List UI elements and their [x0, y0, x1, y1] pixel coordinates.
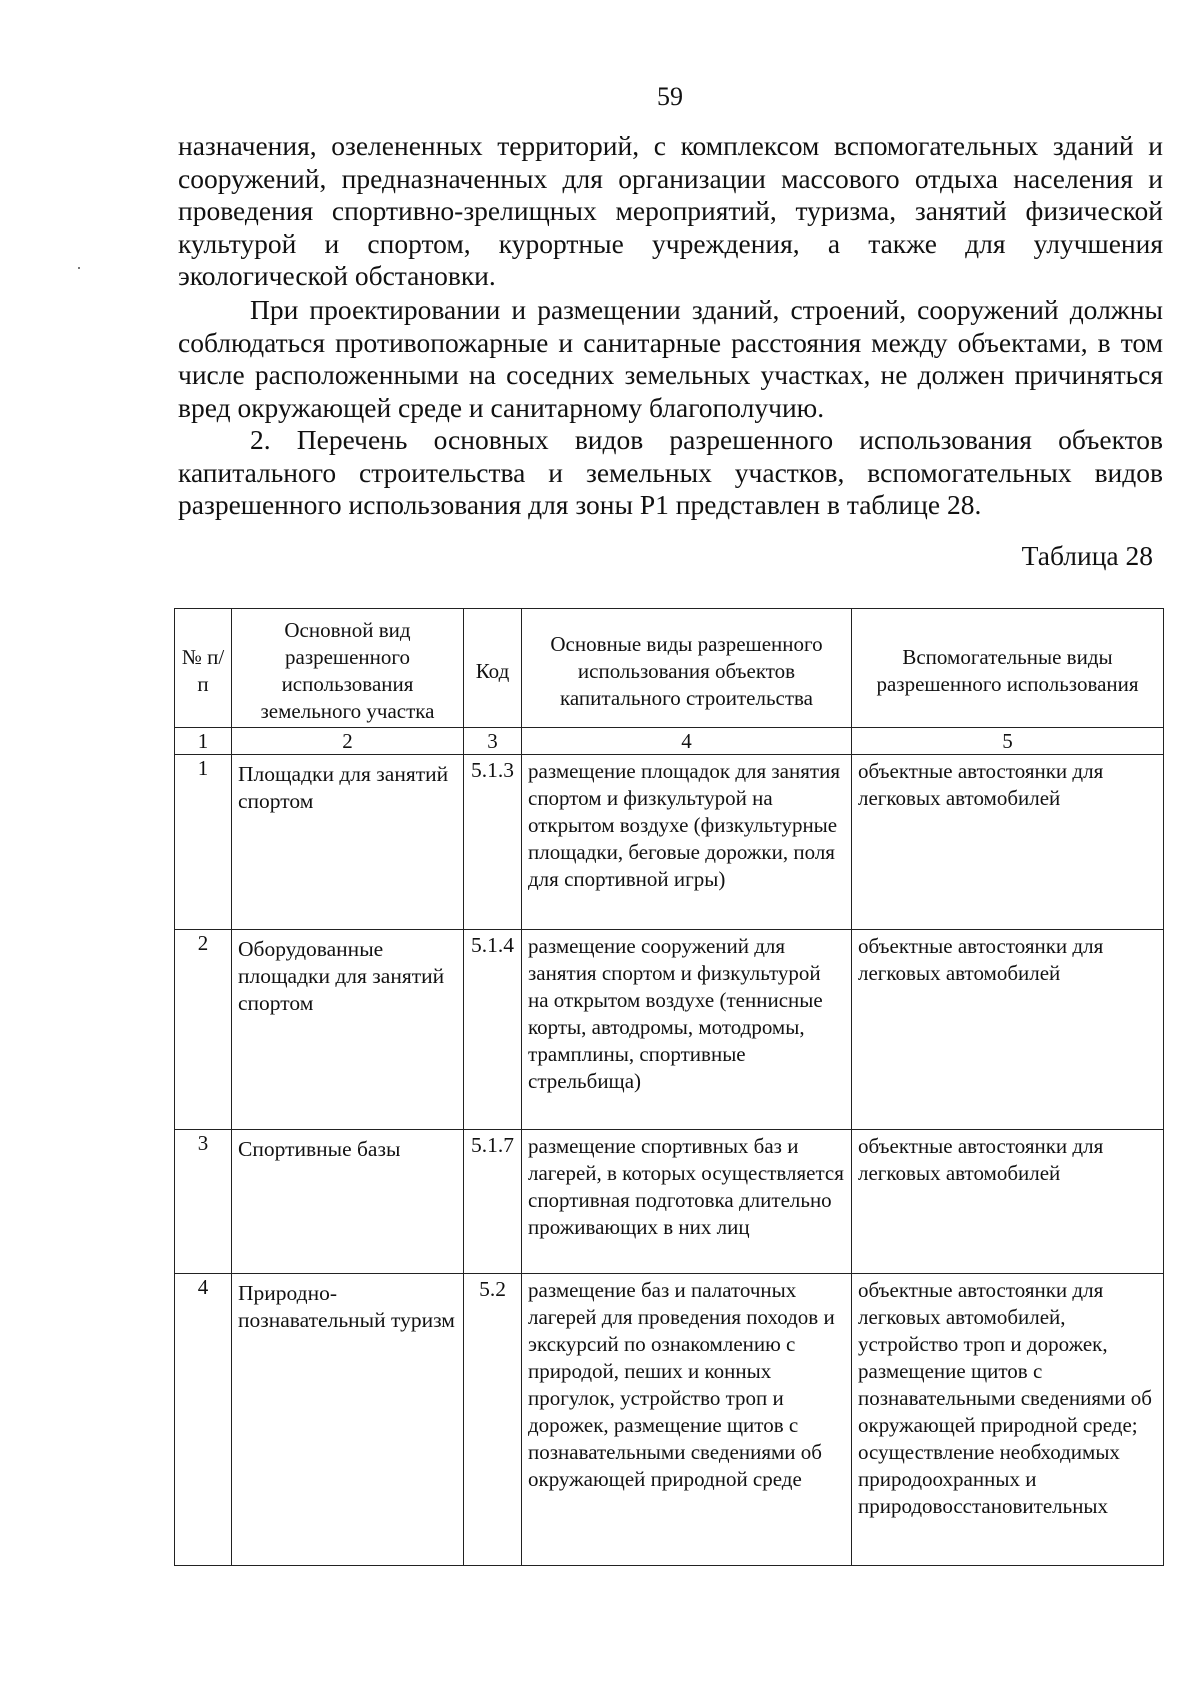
- cell-num: 2: [175, 930, 232, 1130]
- cell-auxiliary-use: объектные автостоянки для легковых автомобилей: [852, 755, 1164, 930]
- header-num: № п/п: [175, 609, 232, 728]
- table-row: [175, 930, 1164, 1130]
- table-row: [175, 1274, 1164, 1566]
- scan-speck: [78, 267, 80, 269]
- cell-main-use: Оборудованные площадки для занятий спортом: [232, 930, 464, 1130]
- table-header-row: [175, 609, 1164, 728]
- cell-code: 5.1.4: [464, 930, 522, 1130]
- cell-auxiliary-use: объектные автостоянки для легковых автомобилей: [852, 930, 1164, 1130]
- page-number: 59: [657, 82, 683, 111]
- cell-code: 5.1.3: [464, 755, 522, 930]
- paragraph-continuation: назначения, озелененных территорий, с комплексом вспомогательных зданий и сооружений, предназначенных для организации массового отдыха населения и проведения спортивно-зрелищных мероприятий, туризма, занятий физической культурой и спортом, курортные учреждения, а также для улучшения экологической обстановки.: [178, 130, 1163, 291]
- table-caption: Таблица 28: [1021, 540, 1153, 571]
- cell-main-use: Спортивные базы: [232, 1130, 464, 1274]
- permitted-use-table: [174, 608, 1164, 1566]
- cell-auxiliary-use: объектные автостоянки для легковых автомобилей, устройство троп и дорожек, размещение щитов с познавательными сведениями об окружающей природной среде; осуществление необходимых природоохранных и природовосстановительных: [852, 1274, 1164, 1566]
- column-number: 5: [852, 728, 1164, 755]
- cell-main-use: Природно-познавательный туризм: [232, 1274, 464, 1566]
- cell-code: 5.2: [464, 1274, 522, 1566]
- table-row: [175, 755, 1164, 930]
- cell-auxiliary-use: объектные автостоянки для легковых автомобилей: [852, 1130, 1164, 1274]
- column-number: 2: [232, 728, 464, 755]
- header-code: Код: [464, 609, 522, 728]
- cell-num: 3: [175, 1130, 232, 1274]
- cell-code: 5.1.7: [464, 1130, 522, 1274]
- cell-construction-use: размещение сооружений для занятия спортом и физкультурой на открытом воздухе (теннисные корты, автодромы, мотодромы, трамплины, спортивные стрельбища): [522, 930, 852, 1130]
- cell-construction-use: размещение баз и палаточных лагерей для проведения походов и экскурсий по ознакомлению с природой, пеших и конных прогулок, устройство троп и дорожек, размещение щитов с познавательными сведениями об окружающей природной среде: [522, 1274, 852, 1566]
- cell-construction-use: размещение площадок для занятия спортом и физкультурой на открытом воздухе (физкультурные площадки, беговые дорожки, поля для спортивной игры): [522, 755, 852, 930]
- column-number: 3: [464, 728, 522, 755]
- cell-num: 1: [175, 755, 232, 930]
- header-construction-use: Основные виды разрешенного использования объектов капитального строительства: [522, 609, 852, 728]
- header-auxiliary-use: Вспомогательные виды разрешенного использования: [852, 609, 1164, 728]
- column-number: 1: [175, 728, 232, 755]
- header-main-use: Основной вид разрешенного использования земельного участка: [232, 609, 464, 728]
- table-row: [175, 1130, 1164, 1274]
- column-number-row: [175, 728, 1164, 755]
- paragraph-requirements: При проектировании и размещении зданий, строений, сооружений должны соблюдаться противопожарные и санитарные расстояния между объектами, в том числе расположенными на соседних земельных участках, не должен причиняться вред окружающей среде и санитарному благополучию.: [178, 294, 1163, 423]
- paragraph-table-intro: 2. Перечень основных видов разрешенного использования объектов капитального строительства и земельных участков, вспомогательных видов разрешенного использования для зоны Р1 представлен в таблице 28.: [178, 424, 1163, 520]
- cell-construction-use: размещение спортивных баз и лагерей, в которых осуществляется спортивная подготовка длительно проживающих в них лиц: [522, 1130, 852, 1274]
- column-number: 4: [522, 728, 852, 755]
- cell-main-use: Площадки для занятий спортом: [232, 755, 464, 930]
- cell-num: 4: [175, 1274, 232, 1566]
